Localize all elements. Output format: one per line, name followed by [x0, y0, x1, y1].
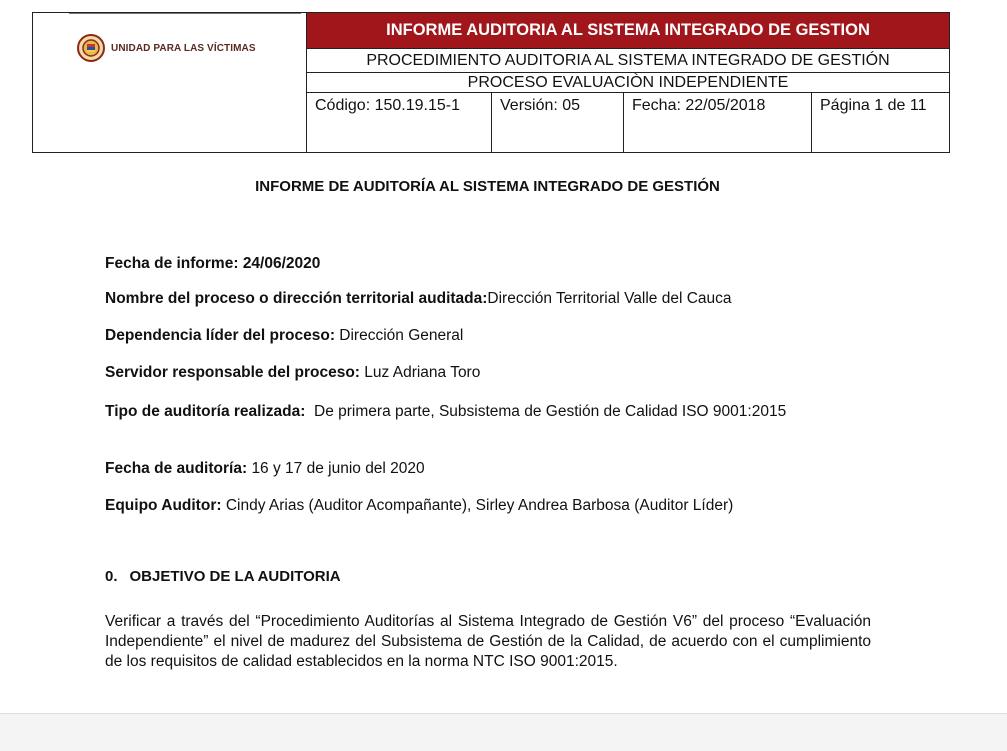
document-version: Versión: 05 [492, 93, 624, 152]
field-value: De primera parte, Subsistema de Gestión de Calidad ISO 9001:2015 [314, 403, 787, 420]
section-number: 0. [105, 568, 118, 585]
field-label: Dependencia líder del proceso: [105, 327, 335, 344]
field-label: Servidor responsable del proceso: [105, 364, 360, 381]
section-paragraph: Verificar a través del “Procedimiento Auditorías al Sistema Integrado de Gestión V6” del proceso “Evaluación Independiente” el nivel de madurez del Subsistema de Gestión de la Calidad, de acuerdo con el cumplimiento de los requisitos de calidad establecidos en la norma NTC ISO 9001:2015. [105, 613, 871, 670]
procedure-name: PROCEDIMIENTO AUDITORIA AL SISTEMA INTEGRADO DE GESTIÓN [307, 49, 949, 73]
document-meta-row [307, 93, 949, 152]
coat-of-arms-icon [77, 34, 105, 62]
page-number: Página 1 de 11 [820, 97, 927, 114]
section-heading [105, 568, 341, 585]
field-audit-team [105, 496, 870, 516]
logo-cell [33, 13, 307, 152]
field-value: 24/06/2020 [242, 255, 321, 272]
field-audit-type [105, 402, 870, 422]
process-name: PROCESO EVALUACIÒN INDEPENDIENTE [307, 73, 949, 93]
logo-divider [69, 13, 301, 14]
document-header-table [32, 12, 950, 153]
field-label: Tipo de auditoría realizada: [105, 403, 306, 420]
field-value: Luz Adriana Toro [364, 364, 481, 381]
field-responsible [105, 363, 870, 383]
field-value: Dirección General [339, 327, 464, 344]
field-value: Cindy Arias (Auditor Acompañante), Sirley Andrea Barbosa (Auditor Líder) [225, 497, 734, 514]
document-title: INFORME DE AUDITORÍA AL SISTEMA INTEGRADO DE GESTIÓN [255, 178, 720, 195]
field-value: Dirección Territorial Valle del Cauca [487, 290, 732, 307]
field-label: Equipo Auditor: [105, 497, 222, 514]
field-dependency [105, 326, 870, 346]
document-date: Fecha: 22/05/2018 [624, 93, 812, 152]
document-code: Código: 150.19.15-1 [307, 93, 492, 152]
viewer-bottom-band [0, 713, 1007, 751]
report-title-bar: INFORME AUDITORIA AL SISTEMA INTEGRADO DE GESTION [307, 13, 949, 49]
field-value: 16 y 17 de junio del 2020 [251, 460, 425, 477]
field-audit-date [105, 459, 870, 479]
institution-logo [77, 31, 297, 65]
logo-text: UNIDAD PARA LAS VÍCTIMAS [111, 42, 256, 54]
field-label: Fecha de auditoría: [105, 460, 248, 477]
field-label: Fecha de informe: [105, 255, 239, 272]
field-process-name [105, 289, 870, 309]
section-title: OBJETIVO DE LA AUDITORIA [129, 568, 341, 585]
field-label: Nombre del proceso o dirección territorial auditada: [105, 290, 488, 307]
field-report-date [105, 254, 870, 274]
